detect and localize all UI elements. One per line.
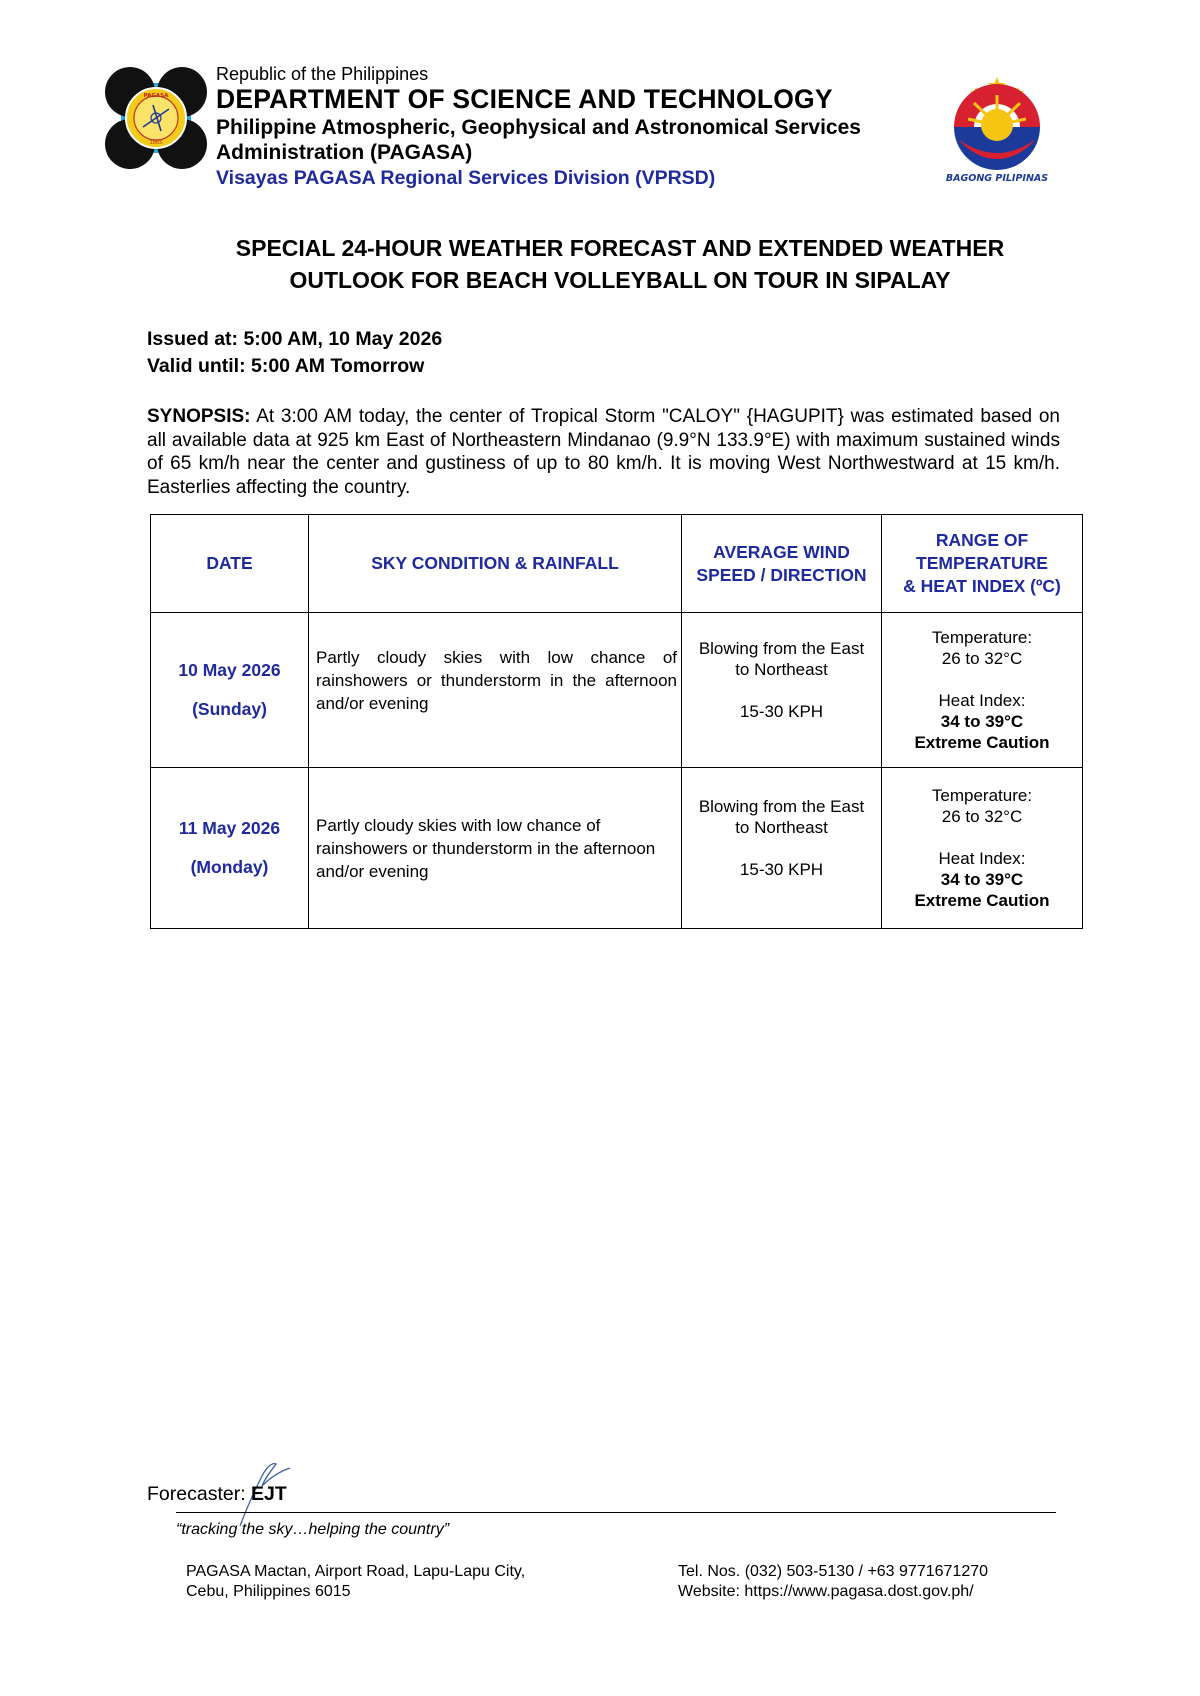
date-cell xyxy=(151,613,309,768)
address-line2: Cebu, Philippines 6015 xyxy=(186,1583,351,1600)
date-cell xyxy=(151,768,309,929)
table-row xyxy=(151,768,1083,929)
header-temp xyxy=(882,515,1083,613)
forecaster-name: EJT xyxy=(251,1483,287,1505)
dost-pagasa-logo xyxy=(103,65,209,171)
header-wind-line1: AVERAGE WIND xyxy=(713,541,850,562)
header-wind-line2: SPEED / DIRECTION xyxy=(696,564,867,585)
synopsis-text: At 3:00 AM today, the center of Tropical Storm "CALOY" {HAGUPIT} was estimated based on all available data at 925 km East of Northeastern Mindanao (9.9°N 133.9°E) with maximum sustained winds of 65 km/h near the center and gustiness of up to 80 km/h. It is moving West Northwestward at 15 km/h. Easterlies affecting the country. xyxy=(147,406,1060,498)
forecast-table xyxy=(150,514,1083,929)
date-value: 11 May 2026 xyxy=(178,818,281,838)
wind-direction-line1: Blowing from the East xyxy=(698,638,865,658)
header-temp-line3: & HEAT INDEX (ºC) xyxy=(903,576,1061,596)
valid-until: Valid until: 5:00 AM Tomorrow xyxy=(147,355,425,377)
agency-name-line2: Administration (PAGASA) xyxy=(216,141,473,164)
header-temp-line1: RANGE OF xyxy=(935,530,1029,550)
tagline: “tracking the sky…helping the country” xyxy=(176,1521,450,1538)
issued-at: Issued at: 5:00 AM, 10 May 2026 xyxy=(147,328,443,350)
temp-range: 26 to 32°C xyxy=(941,649,1023,668)
synopsis-paragraph xyxy=(147,405,1060,499)
wind-speed: 15-30 KPH xyxy=(739,859,824,879)
wind-direction-line1: Blowing from the East xyxy=(698,796,865,816)
heat-index-range: 34 to 39°C xyxy=(940,870,1024,889)
heat-index-level: Extreme Caution xyxy=(914,733,1050,752)
heat-index-level: Extreme Caution xyxy=(914,891,1050,910)
website: Website: https://www.pagasa.dost.gov.ph/ xyxy=(678,1583,974,1600)
pagasa-logo-year: 1865 xyxy=(149,140,163,146)
day-value: (Sunday) xyxy=(192,699,267,719)
header-date: DATE xyxy=(151,515,309,613)
header-temp-line2: TEMPERATURE xyxy=(916,553,1048,573)
wind-direction-line2: to Northeast xyxy=(735,659,828,679)
temp-cell xyxy=(882,613,1083,768)
day-value: (Monday) xyxy=(190,857,269,877)
table-row xyxy=(151,613,1083,768)
bagong-pilipinas-text: BAGONG PILIPINAS xyxy=(945,173,1049,184)
telephone: Tel. Nos. (032) 503-5130 / +63 9771671270 xyxy=(678,1563,989,1580)
agency-name-line1: Philippine Atmospheric, Geophysical and Astronomical Services xyxy=(216,116,861,139)
temp-label: Temperature: xyxy=(931,628,1033,647)
wind-speed: 15-30 KPH xyxy=(739,701,824,721)
temp-label: Temperature: xyxy=(931,786,1033,805)
wind-direction-line2: to Northeast xyxy=(735,817,828,837)
title-line2: OUTLOOK FOR BEACH VOLLEYBALL ON TOUR IN SIPALAY xyxy=(289,267,951,293)
sky-cell: Partly cloudy skies with low chance of rainshowers or thunderstorm in the afternoon and/or evening xyxy=(309,768,682,929)
pagasa-logo-text: PAGASA xyxy=(143,93,169,99)
table-header-row xyxy=(151,515,1083,613)
forecaster-line xyxy=(147,1483,287,1506)
sky-cell: Partly cloudy skies with low chance of rainshowers or thunderstorm in the afternoon and/or evening xyxy=(309,613,682,768)
title-line1: SPECIAL 24-HOUR WEATHER FORECAST AND EXTENDED WEATHER xyxy=(235,235,1005,261)
synopsis-label: SYNOPSIS: xyxy=(147,406,251,427)
footer-divider xyxy=(176,1512,1056,1513)
temp-range: 26 to 32°C xyxy=(941,807,1023,826)
wind-cell xyxy=(682,613,882,768)
heat-index-label: Heat Index: xyxy=(938,849,1026,868)
forecaster-label: Forecaster: xyxy=(147,1483,252,1505)
wind-cell xyxy=(682,768,882,929)
address-line1: PAGASA Mactan, Airport Road, Lapu-Lapu City, xyxy=(186,1563,526,1580)
department-name: DEPARTMENT OF SCIENCE AND TECHNOLOGY xyxy=(216,84,833,114)
heat-index-range: 34 to 39°C xyxy=(940,712,1024,731)
temp-cell xyxy=(882,768,1083,929)
issue-info xyxy=(147,326,442,380)
header-wind xyxy=(682,515,882,613)
date-value: 10 May 2026 xyxy=(178,660,281,680)
address-block xyxy=(186,1562,525,1602)
heat-index-label: Heat Index: xyxy=(938,691,1026,710)
document-title xyxy=(180,232,1060,296)
division-name: Visayas PAGASA Regional Services Division (VPRSD) xyxy=(216,167,716,189)
republic-line: Republic of the Philippines xyxy=(216,64,429,84)
bagong-pilipinas-logo xyxy=(938,75,1056,187)
contact-block xyxy=(678,1562,988,1602)
header-sky: SKY CONDITION & RAINFALL xyxy=(309,515,682,613)
